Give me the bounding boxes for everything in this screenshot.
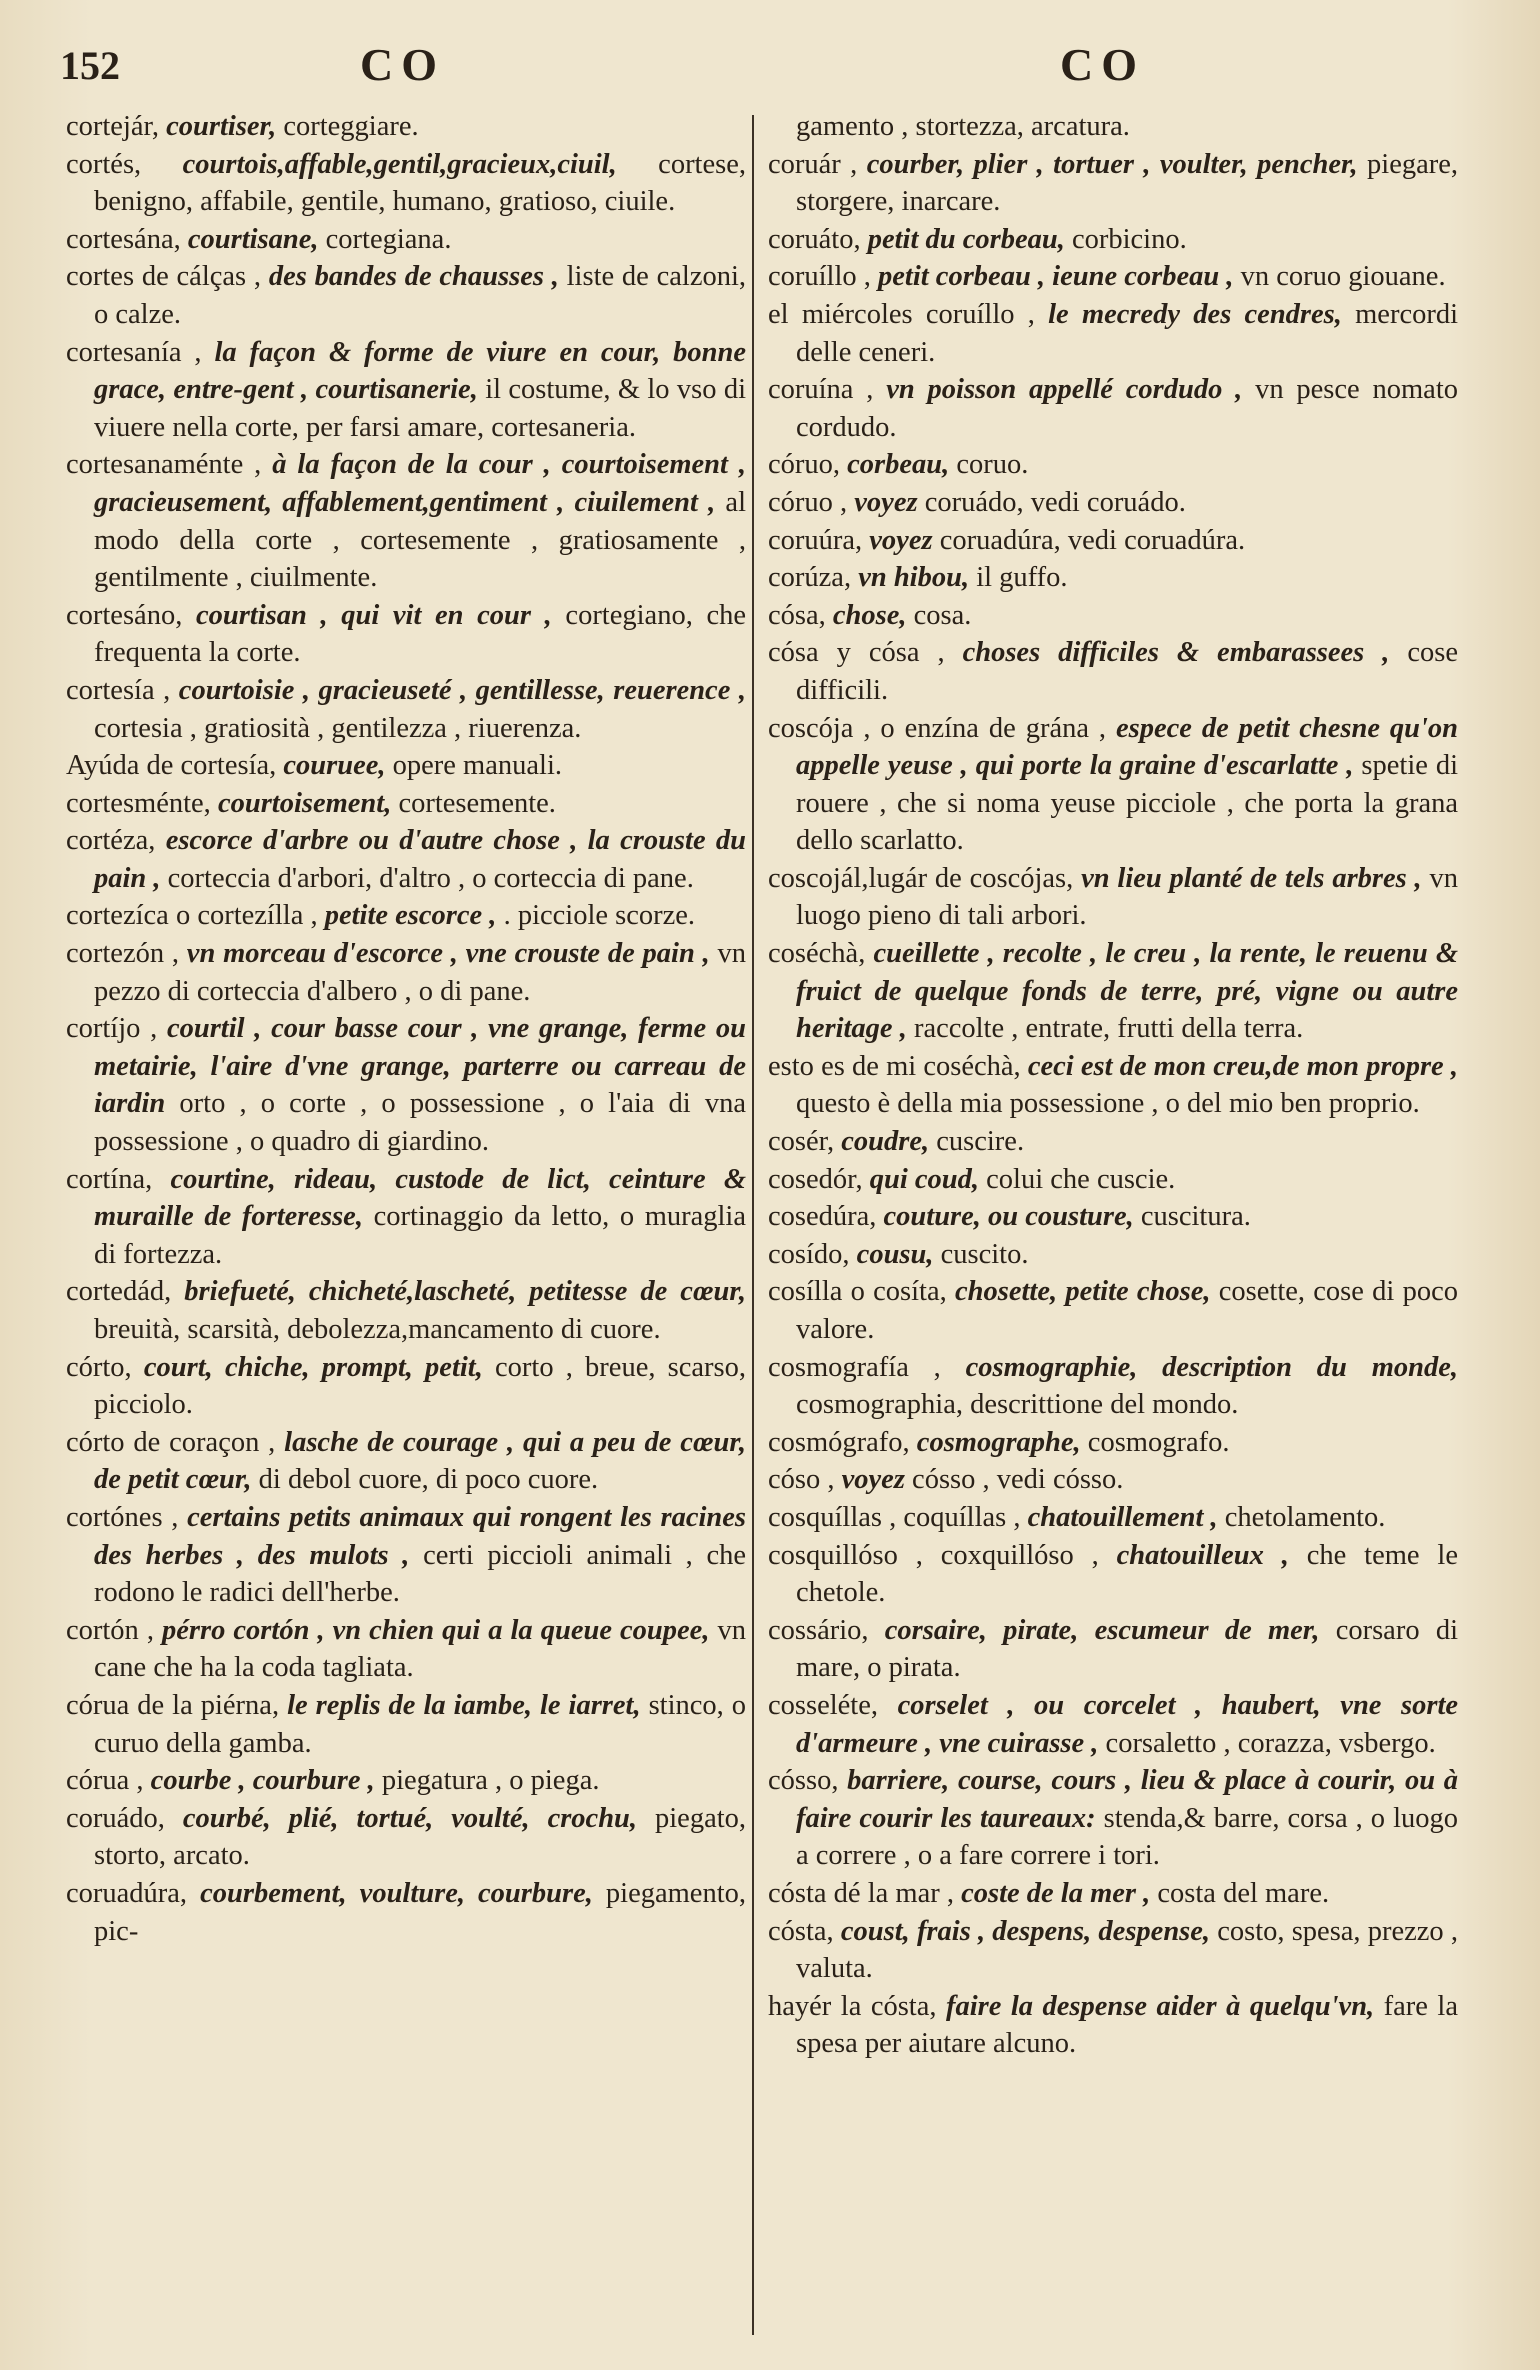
headword: cosedór, — [768, 1163, 863, 1195]
italian-gloss: piegamento, pic- — [94, 1877, 747, 1947]
dictionary-entry — [768, 1349, 1458, 1424]
headword: coruadúra, — [66, 1877, 188, 1909]
italian-gloss: cosmografo. — [1087, 1426, 1230, 1458]
headword: coruína , — [768, 374, 874, 406]
headword: córto de coraçon , — [66, 1426, 276, 1458]
headword: cortesanía , — [66, 336, 202, 368]
headword: córto, — [66, 1351, 132, 1383]
french-gloss: courtoisement, — [217, 787, 392, 819]
page-number: 152 — [60, 43, 120, 88]
french-gloss: choses difficiles & embarassees , — [962, 637, 1390, 669]
dictionary-entry — [768, 1687, 1458, 1762]
french-gloss: petite escorce , — [324, 900, 497, 932]
italian-gloss: cortese, benigno, affabile, gentile, humano, gratioso, ciuile. — [94, 148, 746, 218]
french-gloss: courber, plier , tortuer , voulter, pencher, — [866, 148, 1358, 180]
right-running-head: CO — [1060, 39, 1145, 90]
italian-gloss: che teme le chetole. — [796, 1539, 1458, 1609]
french-gloss: chatouillement , — [1027, 1501, 1218, 1533]
headword: coruáto, — [768, 223, 861, 255]
french-gloss: corsaire, pirate, escumeur de mer, — [884, 1614, 1320, 1646]
dictionary-entry — [768, 1461, 1458, 1499]
french-gloss: chose, — [832, 599, 907, 631]
french-gloss: vn poisson appellé cordudo , — [886, 374, 1243, 406]
dictionary-entry — [768, 108, 1458, 146]
italian-gloss: fare la spesa per aiutare alcuno. — [796, 1990, 1459, 2060]
dictionary-entry — [768, 860, 1458, 935]
italian-gloss: corsaro di mare, o pirata. — [796, 1614, 1458, 1684]
headword: coruúra, — [768, 524, 863, 556]
dictionary-entry — [768, 1161, 1458, 1199]
headword: córua , — [66, 1765, 144, 1797]
french-gloss: vn morceau d'escorce , vne crouste de pain , — [186, 938, 710, 970]
left-running-head: CO — [360, 39, 445, 90]
headword: córua de la piérna, — [66, 1689, 280, 1721]
headword: cortezíca o cortezílla , — [66, 900, 318, 932]
italian-gloss: stinco, o curuo della gamba. — [94, 1689, 747, 1759]
dictionary-entry — [768, 1612, 1458, 1687]
french-gloss: la façon & forme de viure en cour, bonne grace, entre-gent , courtisanerie, — [94, 336, 746, 406]
headword: coruíllo , — [768, 261, 871, 293]
dictionary-entry — [66, 1349, 746, 1424]
italian-gloss: vn luogo pieno di tali arbori. — [796, 862, 1459, 932]
headword: coruádo, — [66, 1802, 165, 1834]
headword: cosseléte, — [768, 1689, 878, 1721]
dictionary-entry — [768, 1123, 1458, 1161]
headword: cósa, — [768, 599, 826, 631]
french-gloss: courbé, plié, tortué, voulté, crochu, — [182, 1802, 638, 1834]
italian-gloss: cosmographia, descrittione del mondo. — [796, 1389, 1239, 1421]
dictionary-entry — [66, 1612, 746, 1687]
headword: cortína, — [66, 1163, 153, 1195]
italian-gloss: stenda,& barre, corsa , o luogo a correre , o a fare correre i tori. — [796, 1802, 1459, 1872]
french-gloss: vn lieu planté de tels arbres , — [1081, 862, 1422, 894]
french-gloss: courbement, voulture, courbure, — [200, 1877, 593, 1909]
dictionary-entry — [768, 1048, 1458, 1123]
italian-gloss: liste de calzoni, o calze. — [94, 261, 747, 330]
headword: hayér la cósta, — [768, 1990, 937, 2022]
headword: esto es de mi coséchà, — [768, 1050, 1021, 1082]
right-column — [768, 108, 1458, 2063]
dictionary-entry — [768, 559, 1458, 597]
headword: el miércoles coruíllo , — [768, 298, 1035, 330]
italian-gloss: . picciole scorze. — [503, 900, 696, 932]
headword: cortón , — [66, 1614, 154, 1646]
italian-gloss: cortinaggio da letto, o muraglia di fortezza. — [94, 1201, 746, 1270]
french-gloss: couruee, — [283, 750, 386, 782]
french-gloss: courtil , cour basse cour , vne grange, ferme ou metairie, l'aire d'vne grange, parterre ou carreau de iardin — [94, 1013, 746, 1120]
italian-gloss: corsaletto , corazza, vsbergo. — [1105, 1727, 1436, 1759]
dictionary-entry — [66, 1687, 746, 1762]
dictionary-entry — [768, 1273, 1458, 1348]
italian-gloss: vn pesce nomato cordudo. — [796, 374, 1458, 443]
french-gloss: coste de la mer , — [961, 1877, 1151, 1909]
dictionary-entry — [768, 1762, 1458, 1875]
italian-gloss: cortegiano, che frequenta la corte. — [94, 599, 747, 669]
italian-gloss: cósso , vedi cósso. — [912, 1464, 1124, 1496]
french-gloss: courtine, rideau, custode de lict, ceinture & muraille de forteresse, — [94, 1163, 746, 1233]
headword: corúza, — [768, 562, 852, 594]
french-gloss: courtoisie , gracieuseté , gentillesse, reuerence , — [178, 674, 747, 706]
headword: cosmografía , — [768, 1351, 941, 1383]
italian-gloss: vn cane che ha la coda tagliata. — [94, 1614, 746, 1684]
french-gloss: espece de petit chesne qu'on appelle yeuse , qui porte la graine d'escarlatte , — [796, 712, 1459, 782]
italian-gloss: questo è della mia possessione , o del mio ben proprio. — [796, 1088, 1420, 1120]
dictionary-entry — [768, 1424, 1458, 1462]
french-gloss: escorce d'arbre ou d'autre chose , la crouste du pain , — [94, 825, 746, 894]
headword: coséchà, — [768, 938, 866, 970]
dictionary-entry — [66, 1800, 746, 1875]
italian-gloss: al modo della corte , cortesemente , gratiosamente , gentilmente , ciuilmente. — [94, 486, 746, 594]
french-gloss: vn hibou, — [858, 562, 970, 594]
french-gloss: cosmographe, — [916, 1426, 1081, 1458]
headword: cosér, — [768, 1126, 835, 1158]
headword: cortes de cálças , — [66, 261, 262, 293]
italian-gloss: gamento , stortezza, arcatura. — [796, 111, 1130, 142]
headword: cosquillóso , coxquillóso , — [768, 1539, 1099, 1571]
headword: cortesanaménte , — [66, 449, 262, 481]
dictionary-entry — [66, 1424, 746, 1499]
headword: cortés, — [66, 148, 142, 180]
headword: cosquíllas , coquíllas , — [768, 1501, 1021, 1533]
french-gloss: cosmographie, description du monde, — [965, 1351, 1458, 1383]
italian-gloss: spetie di rouere , che si noma yeuse picciole , che porta la grana dello scarlatto. — [796, 750, 1459, 857]
italian-gloss: breuità, scarsità, debolezza,mancamento di cuore. — [94, 1314, 661, 1345]
italian-gloss: cose difficili. — [796, 637, 1459, 706]
headword: cósta dé la mar , — [768, 1877, 954, 1909]
headword: cortesáno, — [66, 599, 183, 631]
italian-gloss: costo, spesa, prezzo , valuta. — [796, 1915, 1458, 1985]
dictionary-entry — [768, 296, 1458, 371]
italian-gloss: piegatura , o piega. — [381, 1765, 600, 1797]
italian-gloss: costa del mare. — [1157, 1877, 1330, 1909]
headword: cosedúra, — [768, 1201, 877, 1233]
dictionary-entry — [66, 446, 746, 596]
headword: cósso, — [768, 1765, 839, 1797]
dictionary-entry — [66, 1499, 746, 1612]
italian-gloss: certi piccioli animali , che rodono le radici dell'herbe. — [94, 1539, 747, 1609]
headword: cossário, — [768, 1614, 869, 1646]
headword: cortesía , — [66, 674, 171, 706]
french-gloss: certains petits animaux qui rongent les racines des herbes , des mulots , — [94, 1501, 746, 1571]
dictionary-entry — [66, 146, 746, 221]
headword: córuo , — [768, 486, 848, 518]
french-gloss: petit corbeau , ieune corbeau , — [878, 261, 1234, 293]
dictionary-entry — [768, 1198, 1458, 1236]
dictionary-entry — [768, 935, 1458, 1048]
italian-gloss: corto , breue, scarso, picciolo. — [94, 1351, 747, 1421]
headword: cortónes , — [66, 1501, 179, 1533]
dictionary-entry — [66, 935, 746, 1010]
italian-gloss: cortesia , gratiosità , gentilezza , riuerenza. — [94, 712, 582, 744]
italian-gloss: orto , o corte , o possessione , o l'aia di vna possessione , o quadro di giardino. — [94, 1088, 747, 1158]
italian-gloss: coruadúra, vedi coruadúra. — [939, 524, 1246, 556]
dictionary-entry — [768, 484, 1458, 522]
headword: cortezón , — [66, 938, 180, 970]
dictionary-entry — [768, 1537, 1458, 1612]
french-gloss: petit du corbeau, — [867, 223, 1065, 255]
headword: cosílla o cosíta, — [768, 1276, 947, 1308]
dictionary-entry — [66, 221, 746, 259]
french-gloss: ceci est de mon creu,de mon propre , — [1027, 1050, 1459, 1082]
french-gloss: corbeau, — [847, 449, 950, 481]
headword: coruár , — [768, 148, 858, 180]
dictionary-entry — [66, 1273, 746, 1348]
french-gloss: chosette, petite chose, — [955, 1276, 1211, 1308]
headword: cortéza, — [66, 825, 156, 857]
french-gloss: courtiser, — [166, 111, 277, 142]
dictionary-entry — [768, 1988, 1458, 2063]
french-gloss: barriere, course, cours , lieu & place à courir, ou à faire courir les taureaux: — [796, 1765, 1459, 1834]
french-gloss: briefueté, chicheté,lascheté, petitesse de cœur, — [184, 1276, 747, 1308]
dictionary-entry — [66, 747, 746, 785]
italian-gloss: mercordi delle ceneri. — [796, 298, 1459, 368]
dictionary-entry — [66, 1161, 746, 1274]
headword: córuo, — [768, 449, 841, 481]
dictionary-entry — [66, 1010, 746, 1160]
italian-gloss: raccolte , entrate, frutti della terra. — [913, 1013, 1304, 1045]
dictionary-entry — [66, 597, 746, 672]
dictionary-entry — [66, 897, 746, 935]
italian-gloss: cortesemente. — [398, 787, 556, 819]
french-gloss: voyez — [869, 524, 933, 556]
french-gloss: le replis de la iambe, le iarret, — [287, 1689, 641, 1721]
dictionary-entry — [768, 634, 1458, 709]
french-gloss: coust, frais , despens, despense, — [840, 1915, 1211, 1947]
dictionary-entry — [768, 1875, 1458, 1913]
headword: coscojál,lugár de coscójas, — [768, 862, 1074, 894]
french-gloss: le mecredy des cendres, — [1048, 298, 1342, 330]
italian-gloss: cosa. — [913, 599, 972, 631]
french-gloss: faire la despense aider à quelqu'vn, — [946, 1990, 1375, 2022]
dictionary-entry — [768, 371, 1458, 446]
headword: Ayúda de cortesía, — [66, 750, 277, 782]
italian-gloss: il costume, & lo vso di viuere nella corte, per farsi amare, cortesaneria. — [94, 374, 746, 443]
headword: cortesménte, — [66, 787, 211, 819]
dictionary-entry — [768, 1499, 1458, 1537]
headword: cosído, — [768, 1238, 850, 1270]
italian-gloss: vn coruo giouane. — [1240, 261, 1446, 293]
french-gloss: chatouilleux , — [1116, 1539, 1289, 1571]
french-gloss: courtisan , qui vit en cour , — [195, 599, 552, 631]
dictionary-entry — [768, 1236, 1458, 1274]
french-gloss: couture, ou cousture, — [883, 1201, 1134, 1233]
dictionary-entry — [768, 522, 1458, 560]
italian-gloss: opere manuali. — [392, 750, 562, 782]
dictionary-entry — [768, 446, 1458, 484]
french-gloss: voyez — [841, 1464, 905, 1496]
italian-gloss: di debol cuore, di poco cuore. — [258, 1464, 599, 1496]
headword: cósta, — [768, 1915, 834, 1947]
italian-gloss: cuscito. — [940, 1238, 1029, 1270]
headword: cortíjo , — [66, 1013, 158, 1045]
french-gloss: lasche de courage , qui a peu de cœur, de petit cœur, — [94, 1426, 747, 1496]
french-gloss: court, chiche, prompt, petit, — [143, 1351, 483, 1383]
headword: cortesána, — [66, 223, 181, 255]
dictionary-entry — [768, 710, 1458, 860]
dictionary-entry — [768, 1913, 1458, 1988]
french-gloss: qui coud, — [869, 1163, 980, 1195]
french-gloss: cueillette , recolte , le creu , la rente, le reuenu & fruict de quelque fonds de terre, pré, vigne ou autre heritage , — [796, 938, 1459, 1045]
italian-gloss: coruádo, vedi coruádo. — [924, 486, 1186, 518]
dictionary-entry — [768, 221, 1458, 259]
dictionary-entry — [66, 108, 746, 146]
dictionary-entry — [768, 597, 1458, 635]
dictionary-entry — [66, 1762, 746, 1800]
italian-gloss: colui che cuscie. — [986, 1163, 1176, 1195]
italian-gloss: coruo. — [956, 449, 1029, 481]
french-gloss: courtisane, — [187, 223, 319, 255]
french-gloss: coudre, — [841, 1126, 930, 1158]
headword: cortedád, — [66, 1276, 172, 1308]
left-column — [66, 108, 746, 1950]
dictionary-entry — [66, 785, 746, 823]
dictionary-entry — [66, 1875, 746, 1950]
italian-gloss: chetolamento. — [1224, 1501, 1386, 1533]
french-gloss: à la façon de la cour , courtoisement , gracieusement, affablement,gentiment , ciuilement , — [94, 449, 747, 518]
italian-gloss: piegare, storgere, inarcare. — [796, 148, 1459, 218]
dictionary-entry — [66, 258, 746, 333]
italian-gloss: corbicino. — [1071, 223, 1187, 255]
italian-gloss: corteccia d'arbori, d'altro , o corteccia di pane. — [167, 862, 694, 894]
headword: cortejár, — [66, 111, 160, 142]
column-divider — [752, 115, 754, 2335]
dictionary-entry — [66, 822, 746, 897]
italian-gloss: cosette, cose di poco valore. — [796, 1276, 1458, 1345]
italian-gloss: il guffo. — [976, 562, 1068, 594]
french-gloss: voyez — [854, 486, 918, 518]
dictionary-entry — [768, 146, 1458, 221]
italian-gloss: cuscire. — [936, 1126, 1025, 1158]
italian-gloss: cortegiana. — [325, 223, 452, 255]
headword: cosmógrafo, — [768, 1426, 910, 1458]
italian-gloss: vn pezzo di corteccia d'albero , o di pane. — [94, 938, 746, 1007]
page-header — [60, 38, 1480, 98]
headword: cóso , — [768, 1464, 835, 1496]
french-gloss: corselet , ou corcelet , haubert, vne sorte d'armeure , vne cuirasse , — [796, 1689, 1459, 1759]
dictionary-entry — [768, 258, 1458, 296]
italian-gloss: corteggiare. — [283, 111, 419, 142]
french-gloss: courtois,affable,gentil,gracieux,ciuil, — [182, 148, 617, 180]
french-gloss: des bandes de chausses , — [268, 261, 559, 293]
headword: coscója , o enzína de grána , — [768, 712, 1107, 744]
french-gloss: cousu, — [856, 1238, 934, 1270]
french-gloss: courbe , courbure , — [150, 1765, 375, 1797]
french-gloss: pérro cortón , vn chien qui a la queue coupee, — [162, 1614, 710, 1646]
italian-gloss: piegato, storto, arcato. — [94, 1802, 747, 1872]
italian-gloss: cuscitura. — [1140, 1201, 1251, 1233]
headword: cósa y cósa , — [768, 637, 945, 669]
dictionary-entry — [66, 334, 746, 447]
dictionary-entry — [66, 672, 746, 747]
